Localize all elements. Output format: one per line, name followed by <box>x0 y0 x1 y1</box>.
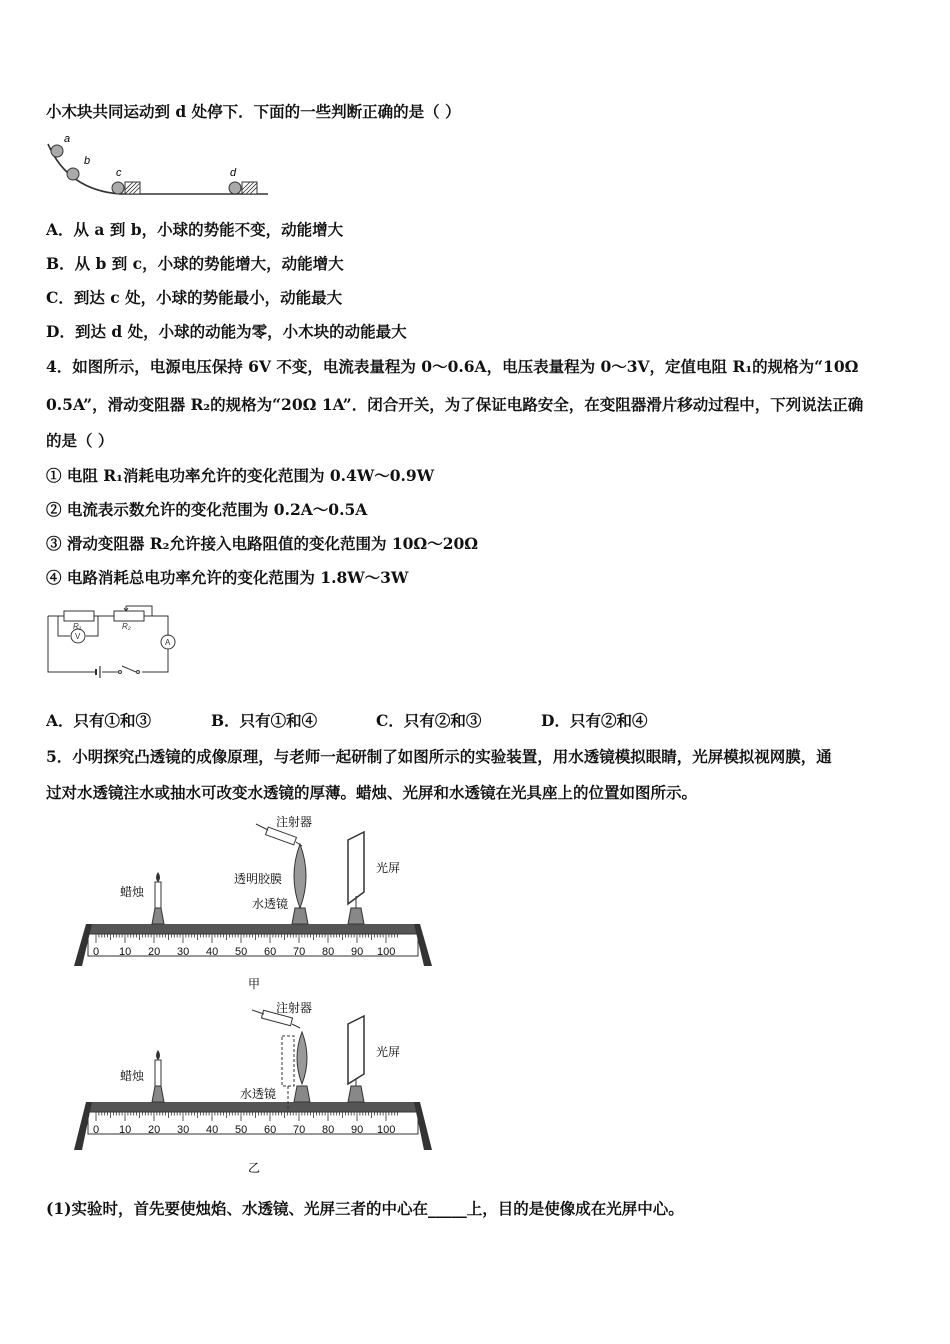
jia-film-label: 透明胶膜 <box>234 872 283 886</box>
yi-candle-label: 蜡烛 <box>120 1069 145 1083</box>
ball-c <box>112 182 124 194</box>
q3-option-c: C．到达 c 处，小球的势能最小，动能最大 <box>46 288 343 307</box>
ammeter-label: A <box>165 638 171 647</box>
scale-label: 70 <box>293 946 306 958</box>
q4-choice-c: C．只有②和③ <box>376 711 482 730</box>
light-screen <box>348 1016 364 1102</box>
q4-stem-line3: 的是（ ） <box>46 431 114 450</box>
r1-label: R₁ <box>73 622 82 631</box>
scale-label: 90 <box>351 946 364 958</box>
label-a: a <box>64 133 71 145</box>
scale-label: 90 <box>351 1124 364 1136</box>
yi-syringe-label: 注射器 <box>276 1001 313 1015</box>
q4-stem-line2: 0.5A”，滑动变阻器 R₂的规格为“20Ω 1A”．闭合开关，为了保证电路安全，在变阻器滑片移动过程中，下列说法正确 <box>46 395 864 414</box>
label-c: c <box>116 167 122 179</box>
scale-label: 50 <box>235 1124 248 1136</box>
jia-syringe-label: 注射器 <box>276 815 313 829</box>
scale-label: 10 <box>119 1124 132 1136</box>
jia-lens-label: 水透镜 <box>252 897 289 911</box>
jia-candle-label: 蜡烛 <box>120 885 145 899</box>
jia-screen-label: 光屏 <box>376 861 401 875</box>
q4-statement-4: ④ 电路消耗总电功率允许的变化范围为 1.8W～3W <box>46 568 409 587</box>
q5-figure-jia <box>70 812 450 992</box>
scale-label: 0 <box>93 1124 100 1136</box>
ball-d <box>229 182 241 194</box>
scale-label: 60 <box>264 946 277 958</box>
label-b: b <box>84 155 91 167</box>
q5-stem-line2: 过对水透镜注水或抽水可改变水透镜的厚薄。蜡烛、光屏和水透镜在光具座上的位置如图所示。 <box>46 783 698 802</box>
scale-label: 50 <box>235 946 248 958</box>
q4-statement-1: ① 电阻 R₁消耗电功率允许的变化范围为 0.4W～0.9W <box>46 466 435 485</box>
q3-track-figure <box>40 130 280 205</box>
scale-label: 30 <box>177 1124 190 1136</box>
water-lens <box>282 1032 310 1110</box>
label-d: d <box>230 167 237 179</box>
scale-label: 10 <box>119 946 132 958</box>
q4-statement-3: ③ 滑动变阻器 R₂允许接入电路阻值的变化范围为 10Ω～20Ω <box>46 534 479 553</box>
ball-a <box>51 145 63 157</box>
yi-lens-label: 水透镜 <box>240 1087 277 1101</box>
scale-label: 20 <box>148 946 161 958</box>
scale-label: 20 <box>148 1124 161 1136</box>
voltmeter-label: V <box>75 632 81 641</box>
q5-stem-line1: 5．小明探究凸透镜的成像原理，与老师一起研制了如图所示的实验装置，用水透镜模拟眼睛，光屏模拟视网膜，通 <box>46 747 832 766</box>
q4-statement-2: ② 电流表示数允许的变化范围为 0.2A～0.5A <box>46 500 368 519</box>
yi-screen-label: 光屏 <box>376 1045 401 1059</box>
ball-b <box>67 168 79 180</box>
q3-option-b: B．从 b 到 c，小球的势能增大，动能增大 <box>46 254 344 273</box>
r2-label: R₂ <box>122 622 131 631</box>
scale-label: 30 <box>177 946 190 958</box>
q3-option-d: D．到达 d 处，小球的动能为零，小木块的动能最大 <box>46 322 407 341</box>
scale-label: 60 <box>264 1124 277 1136</box>
candle <box>152 1050 164 1102</box>
q4-stem-line1: 4．如图所示，电源电压保持 6V 不变，电流表量程为 0～0.6A，电压表量程为 0～3V，定值电阻 R₁的规格为“10Ω <box>46 357 859 376</box>
q4-choice-a: A．只有①和③ <box>46 711 152 730</box>
q5-figure-yi <box>70 998 450 1180</box>
q3-option-a: A．从 a 到 b，小球的势能不变，动能增大 <box>46 220 344 239</box>
light-screen <box>348 832 364 924</box>
yi-caption: 乙 <box>248 1161 261 1175</box>
scale-label: 40 <box>206 946 219 958</box>
scale-label: 70 <box>293 1124 306 1136</box>
q3-intro: 小木块共同运动到 d 处停下．下面的一些判断正确的是（ ） <box>46 102 461 121</box>
scale-label: 100 <box>377 1124 396 1136</box>
water-lens <box>292 844 308 924</box>
scale-label: 40 <box>206 1124 219 1136</box>
candle <box>152 872 164 924</box>
scale-label: 80 <box>322 946 335 958</box>
q4-choice-d: D．只有②和④ <box>541 711 648 730</box>
scale-label: 0 <box>93 946 100 958</box>
jia-caption: 甲 <box>248 977 261 991</box>
scale-label: 100 <box>377 946 396 958</box>
scale-label: 80 <box>322 1124 335 1136</box>
q5-sub1: (1)实验时，首先要使烛焰、水透镜、光屏三者的中心在_____上，目的是使像成在光屏中心。 <box>46 1199 684 1218</box>
q4-circuit-diagram <box>42 598 182 686</box>
q4-choice-b: B．只有①和④ <box>211 711 318 730</box>
